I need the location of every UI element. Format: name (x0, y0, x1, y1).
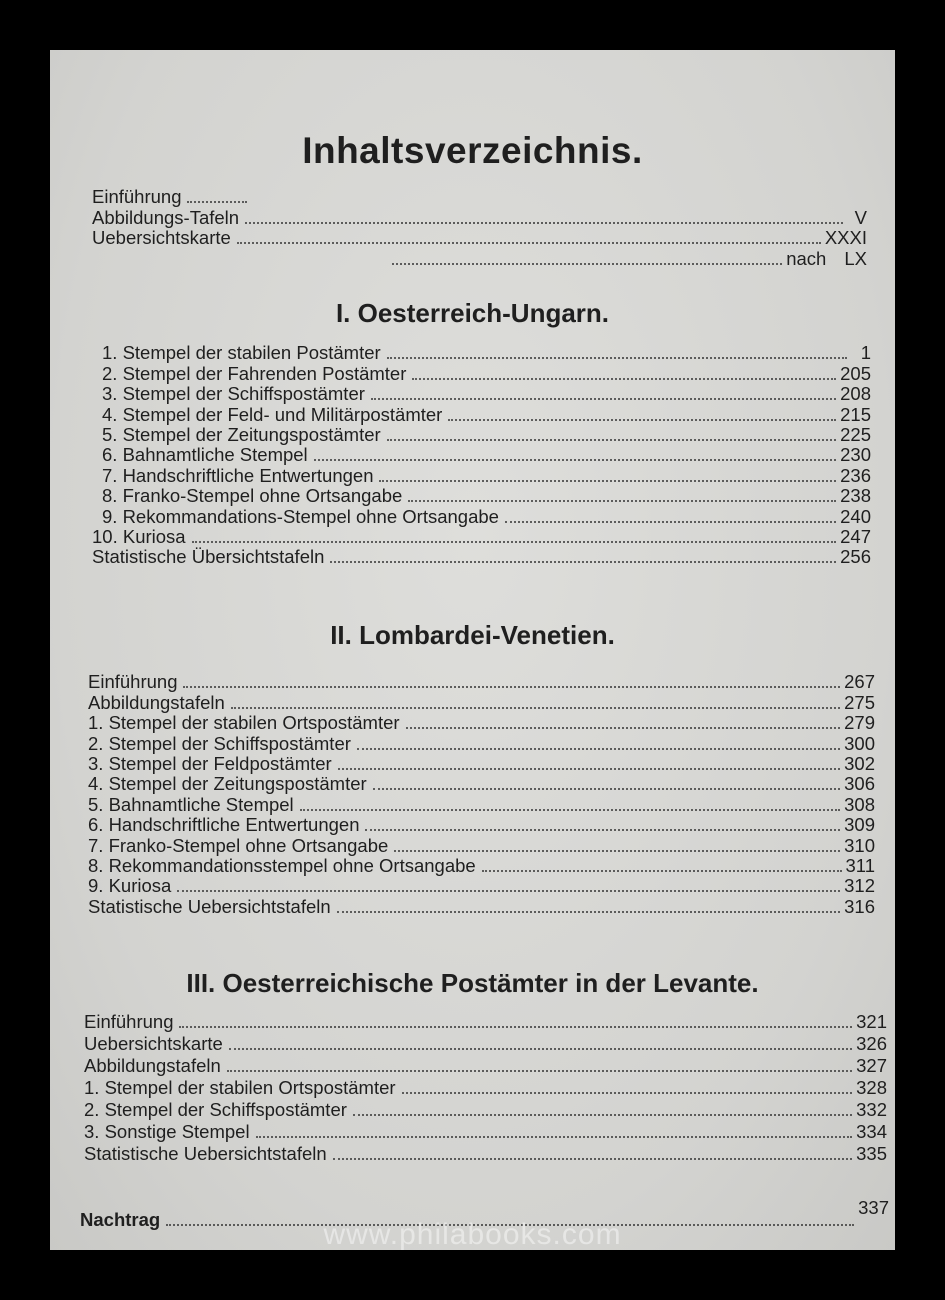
entry-page: 1 (860, 342, 871, 364)
dot-leader (245, 222, 843, 224)
entry-label: Einführung (92, 186, 182, 208)
dot-leader (482, 870, 842, 872)
toc-entry (84, 1032, 887, 1054)
entry-page: 327 (856, 1055, 887, 1076)
dot-leader (357, 748, 840, 750)
toc-entry (92, 527, 871, 547)
dot-leader (387, 439, 836, 441)
toc-entry (84, 1076, 887, 1098)
dot-leader (394, 850, 840, 852)
entry-page: 236 (840, 464, 871, 486)
page-title: Inhaltsverzeichnis. (302, 130, 643, 171)
toc-entry-nach (92, 248, 867, 268)
dot-leader (330, 561, 836, 563)
dot-leader (231, 707, 840, 709)
entry-label: 7. Handschriftliche Entwertungen (102, 464, 374, 486)
entry-label: 6. Handschriftliche Entwertungen (88, 814, 360, 836)
dot-leader (373, 788, 840, 790)
section-title: III. Oesterreichische Postämter in der Levante. (186, 968, 759, 998)
entry-page: V (854, 206, 867, 228)
dot-leader (365, 829, 840, 831)
dot-leader (177, 890, 840, 892)
toc-entry (88, 774, 875, 794)
dot-leader (300, 809, 840, 811)
entry-page: 225 (840, 423, 871, 445)
toc-entry (92, 384, 871, 404)
entry-label: 8. Rekommandationsstempel ohne Ortsangabe (88, 854, 476, 876)
entry-page: 308 (844, 793, 875, 815)
entry-page: 238 (840, 485, 871, 507)
dot-leader (338, 768, 840, 770)
toc-entry (84, 1054, 887, 1076)
entry-page: 334 (856, 1121, 887, 1142)
entry-label: Einführung (84, 1011, 174, 1032)
entry-prefix: nach (786, 247, 827, 269)
entry-label: 4. Stempel der Zeitungspostämter (88, 773, 367, 795)
dot-leader (379, 480, 836, 482)
entry-label: 3. Stempel der Schiffspostämter (102, 383, 365, 405)
entry-label: 1. Stempel der stabilen Ortspostämter (88, 712, 400, 734)
entry-label: Nachtrag (80, 1209, 161, 1230)
section-list (92, 343, 871, 567)
entry-page: 267 (844, 671, 875, 693)
section-list (84, 1010, 887, 1164)
entry-label: 5. Stempel der Zeitungspostämter (102, 423, 381, 445)
entry-page: 279 (844, 712, 875, 734)
entry-page: 326 (856, 1033, 887, 1054)
entry-page: 302 (844, 752, 875, 774)
entry-page: 240 (840, 505, 871, 527)
dot-leader (179, 1026, 852, 1028)
dot-leader (229, 1048, 852, 1050)
entry-label: Abbildungs-Tafeln (92, 206, 240, 228)
dot-leader (412, 378, 836, 380)
entry-label: Abbildungstafeln (84, 1055, 221, 1076)
entry-label: 5. Bahnamtliche Stempel (88, 793, 294, 815)
entry-page: 328 (856, 1077, 887, 1098)
toc-entry (88, 815, 875, 835)
toc-entry (92, 547, 871, 567)
toc-entry (88, 856, 875, 876)
entry-label: Statistische Übersichtstafeln (92, 546, 325, 568)
entry-label: Statistische Uebersichtstafeln (88, 895, 331, 917)
entry-label: 10. Kuriosa (92, 525, 186, 547)
entry-page: 215 (840, 403, 871, 425)
toc-entry (88, 692, 875, 712)
entry-page: 247 (840, 525, 871, 547)
entry-label: 2. Stempel der Schiffspostämter (88, 732, 351, 754)
dot-leader (387, 357, 847, 359)
entry-label: Abbildungstafeln (88, 691, 225, 713)
entry-page: 310 (844, 834, 875, 856)
toc-entry-abbildungs-tafeln (92, 207, 867, 227)
toc-entry (92, 465, 871, 485)
entry-label: 9. Rekommandations-Stempel ohne Ortsangabe (102, 505, 499, 527)
entry-page: 306 (844, 773, 875, 795)
entry-label: 1. Stempel der stabilen Postämter (102, 342, 381, 364)
dot-leader (402, 1092, 853, 1094)
entry-page: 309 (844, 814, 875, 836)
entry-label: 2. Stempel der Schiffspostämter (84, 1099, 347, 1120)
toc-entry-uebersichtskarte (92, 228, 867, 248)
entry-page: 332 (856, 1099, 887, 1120)
section-title: II. Lombardei-Venetien. (330, 620, 615, 650)
toc-entry (84, 1098, 887, 1120)
toc-entry (92, 343, 871, 363)
toc-entry (92, 363, 871, 383)
toc-entry (88, 876, 875, 896)
dot-leader (237, 242, 821, 244)
entry-label: 3. Stempel der Feldpostämter (88, 752, 332, 774)
section-list (88, 672, 875, 917)
toc-entry (92, 486, 871, 506)
toc-entry (92, 445, 871, 465)
entry-label: 2. Stempel der Fahrenden Postämter (102, 362, 407, 384)
intro-list (92, 187, 867, 269)
entry-label: 1. Stempel der stabilen Ortspostämter (84, 1077, 396, 1098)
entry-page: XXXI (824, 227, 867, 249)
entry-label: 3. Sonstige Stempel (84, 1121, 250, 1142)
dot-leader (408, 500, 836, 502)
toc-entry (88, 713, 875, 733)
watermark: www.philabooks.com (323, 1218, 622, 1250)
toc-entry (84, 1142, 887, 1164)
toc-entry (88, 754, 875, 774)
entry-label: Uebersichtskarte (92, 227, 231, 249)
dot-leader (183, 686, 840, 688)
entry-page: 300 (844, 732, 875, 754)
entry-label: 9. Kuriosa (88, 875, 172, 897)
dot-leader (353, 1114, 852, 1116)
entry-label: Einführung (88, 671, 178, 693)
toc-entry (92, 425, 871, 445)
entry-label: 6. Bahnamtliche Stempel (102, 444, 308, 466)
toc-entry (88, 672, 875, 692)
toc-entry (88, 896, 875, 916)
dot-leader (333, 1158, 852, 1160)
dot-leader (227, 1070, 852, 1072)
entry-page: LX (844, 247, 867, 269)
toc-entry (92, 506, 871, 526)
entry-page: 311 (845, 854, 875, 876)
entry-page: 275 (844, 691, 875, 713)
entry-page: 335 (856, 1143, 887, 1164)
entry-label: 7. Franko-Stempel ohne Ortsangabe (88, 834, 389, 856)
dot-leader (371, 398, 836, 400)
entry-label: 4. Stempel der Feld- und Militärpostämter (102, 403, 443, 425)
dot-leader (392, 263, 782, 265)
dot-leader (448, 419, 836, 421)
dot-leader (505, 521, 836, 523)
entry-label: Statistische Uebersichtstafeln (84, 1143, 327, 1164)
dot-leader (337, 911, 840, 913)
toc-entry (88, 835, 875, 855)
entry-label: 8. Franko-Stempel ohne Ortsangabe (102, 485, 403, 507)
toc-entry (84, 1120, 887, 1142)
book-page (50, 50, 895, 1250)
entry-label: Uebersichtskarte (84, 1033, 223, 1054)
entry-page: 321 (856, 1011, 887, 1032)
dot-leader (187, 201, 247, 203)
entry-page: 337 (858, 1197, 889, 1218)
entry-page: 312 (844, 875, 875, 897)
dot-leader (192, 541, 837, 543)
section-title: I. Oesterreich-Ungarn. (335, 298, 610, 328)
dot-leader (256, 1136, 853, 1138)
toc-entry (88, 733, 875, 753)
entry-page: 230 (840, 444, 871, 466)
dot-leader (314, 459, 836, 461)
entry-page: 256 (840, 546, 871, 568)
entry-page: 208 (840, 383, 871, 405)
entry-page: 205 (840, 362, 871, 384)
toc-entry (84, 1010, 887, 1032)
toc-entry-einfuehrung (92, 187, 867, 207)
toc-entry (92, 404, 871, 424)
entry-page: 316 (844, 895, 875, 917)
toc-entry (88, 794, 875, 814)
dot-leader (406, 727, 841, 729)
